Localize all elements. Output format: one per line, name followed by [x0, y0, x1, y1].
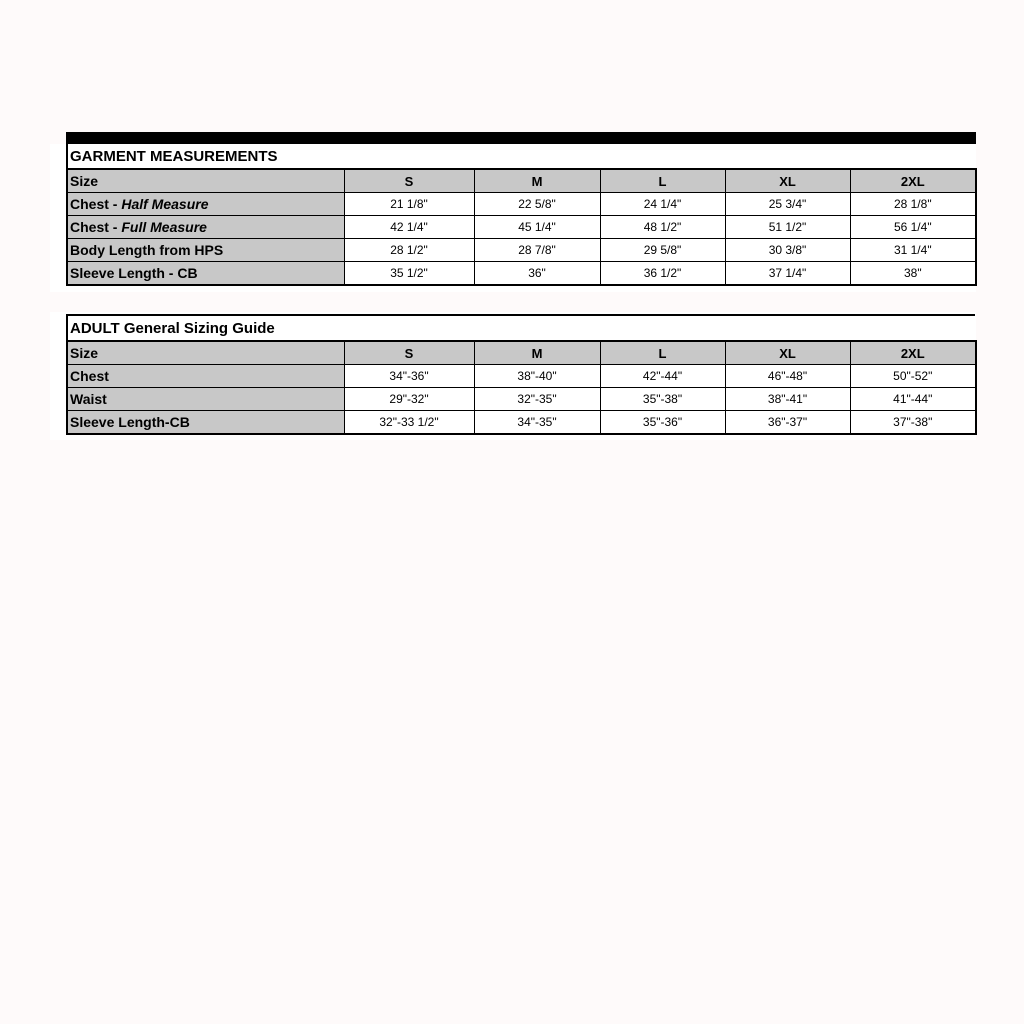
garment-size-header-label: Size [67, 169, 344, 193]
garment-size-header: XL [725, 169, 850, 193]
table-cell: 56 1/4" [850, 216, 976, 239]
table-cell: 29 5/8" [600, 239, 725, 262]
table-cell: 42 1/4" [344, 216, 474, 239]
garment-measurements-section [50, 144, 976, 292]
table-cell: 37"-38" [850, 411, 976, 435]
table-row [67, 216, 976, 239]
table-cell: 34"-35" [474, 411, 600, 435]
row-label: Chest [67, 365, 344, 388]
table-cell: 45 1/4" [474, 216, 600, 239]
adult-sizing-guide-section [50, 312, 976, 440]
table-cell: 35"-36" [600, 411, 725, 435]
table-row [67, 262, 976, 286]
table-cell: 48 1/2" [600, 216, 725, 239]
adult-size-header: S [344, 341, 474, 365]
table-cell: 36 1/2" [600, 262, 725, 286]
table-cell: 25 3/4" [725, 193, 850, 216]
garment-size-header: 2XL [850, 169, 976, 193]
adult-table-title: ADULT General Sizing Guide [67, 316, 976, 341]
table-cell: 32"-35" [474, 388, 600, 411]
table-cell: 32"-33 1/2" [344, 411, 474, 435]
garment-size-header-row [67, 169, 976, 193]
table-row [67, 193, 976, 216]
garment-size-header: S [344, 169, 474, 193]
table-cell: 41"-44" [850, 388, 976, 411]
row-label [67, 216, 344, 239]
adult-size-header-label: Size [67, 341, 344, 365]
row-label-text: Body Length from HPS [70, 242, 224, 258]
table-cell: 28 7/8" [474, 239, 600, 262]
table-cell: 28 1/2" [344, 239, 474, 262]
table-cell: 38" [850, 262, 976, 286]
table-cell: 35 1/2" [344, 262, 474, 286]
row-label-text: Chest - [70, 219, 122, 235]
table-cell: 35"-38" [600, 388, 725, 411]
table-cell: 50"-52" [850, 365, 976, 388]
table-cell: 36" [474, 262, 600, 286]
row-label: Sleeve Length-CB [67, 411, 344, 435]
table-cell: 34"-36" [344, 365, 474, 388]
row-label-text: Sleeve Length - CB [70, 265, 198, 281]
table-cell: 31 1/4" [850, 239, 976, 262]
row-label-italic: Half Measure [121, 196, 209, 212]
adult-sizing-guide-table [66, 316, 977, 435]
garment-size-header: L [600, 169, 725, 193]
table-cell: 42"-44" [600, 365, 725, 388]
table-cell: 21 1/8" [344, 193, 474, 216]
table-row [67, 411, 976, 435]
top-divider-bar [66, 132, 976, 144]
table-row [67, 365, 976, 388]
row-label-text: Chest - [70, 196, 122, 212]
table-cell: 30 3/8" [725, 239, 850, 262]
garment-measurements-table [66, 144, 977, 286]
adult-size-header: 2XL [850, 341, 976, 365]
adult-size-header-row [67, 341, 976, 365]
adult-size-header: L [600, 341, 725, 365]
table-cell: 38"-40" [474, 365, 600, 388]
row-label [67, 239, 344, 262]
table-row [67, 388, 976, 411]
table-cell: 38"-41" [725, 388, 850, 411]
table-row [67, 239, 976, 262]
table-cell: 46"-48" [725, 365, 850, 388]
table-cell: 36"-37" [725, 411, 850, 435]
table-cell: 29"-32" [344, 388, 474, 411]
table-cell: 24 1/4" [600, 193, 725, 216]
table-cell: 37 1/4" [725, 262, 850, 286]
garment-size-header: M [474, 169, 600, 193]
adult-size-header: XL [725, 341, 850, 365]
row-label-italic: Full Measure [121, 219, 207, 235]
row-label [67, 262, 344, 286]
adult-size-header: M [474, 341, 600, 365]
table-cell: 51 1/2" [725, 216, 850, 239]
garment-table-title: GARMENT MEASUREMENTS [67, 144, 976, 169]
row-label [67, 193, 344, 216]
table-cell: 22 5/8" [474, 193, 600, 216]
row-label: Waist [67, 388, 344, 411]
table-cell: 28 1/8" [850, 193, 976, 216]
